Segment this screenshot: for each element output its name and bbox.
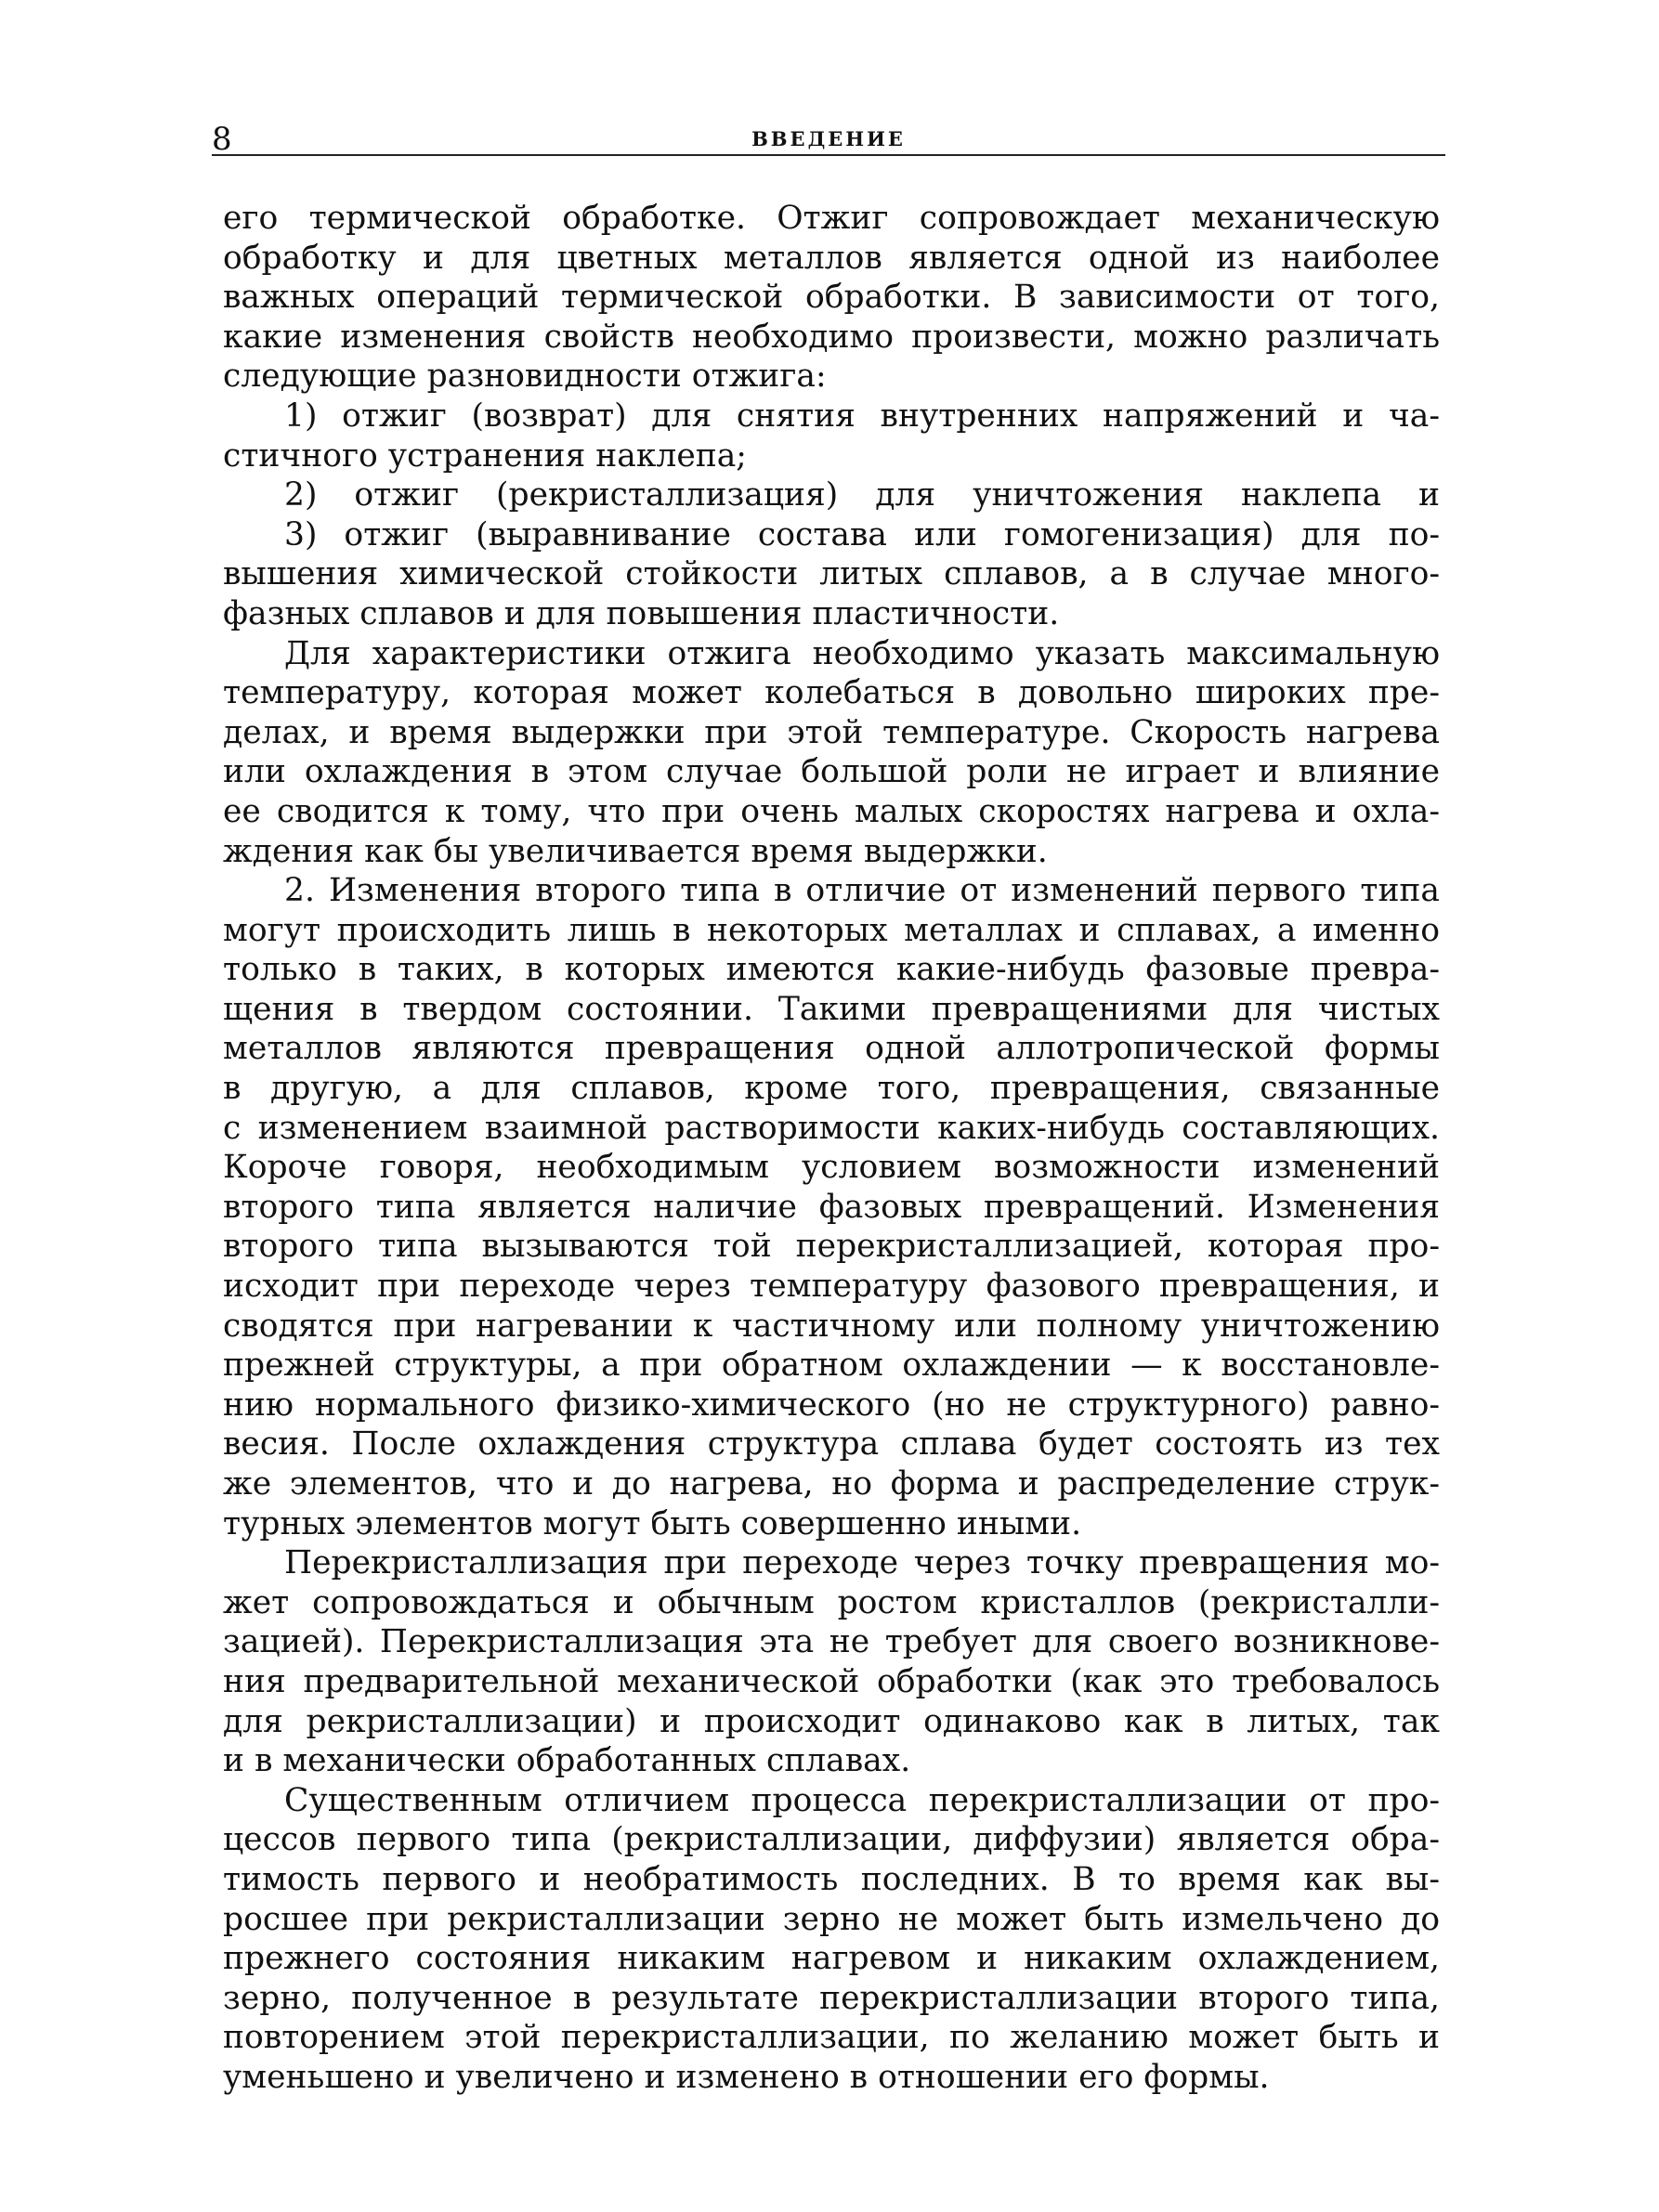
text-line: жет сопровождаться и обычным ростом кристаллов (рекристалли- bbox=[223, 1583, 1440, 1621]
text-line: обработку и для цветных металлов является одной из наиболее bbox=[223, 239, 1440, 277]
text-line: 3) отжиг (выравнивание состава или гомогенизация) для по- bbox=[284, 515, 1440, 553]
text-line: прежнего состояния никаким нагревом и никаким охлаждением, bbox=[223, 1940, 1440, 1978]
text-line: вышения химической стойкости литых сплавов, а в случае много- bbox=[223, 555, 1440, 593]
text-line: уменьшено и увеличено и изменено в отношении его формы. bbox=[223, 2058, 1270, 2096]
text-line: температуру, которая может колебаться в довольно широких пре- bbox=[223, 674, 1440, 712]
text-line: Перекристаллизация при переходе через точку превращения мо- bbox=[284, 1544, 1440, 1582]
text-line: ждения как бы увеличивается время выдержки. bbox=[223, 832, 1048, 870]
body-text bbox=[223, 199, 1440, 2098]
text-line: или охлаждения в этом случае большой роли не играет и влияние bbox=[223, 753, 1440, 791]
text-line: фазных сплавов и для повышения пластичности. bbox=[223, 594, 1060, 632]
text-line: только в таких, в которых имеются какие-нибудь фазовые превра- bbox=[223, 951, 1440, 989]
text-line: весия. После охлаждения структура сплава будет состоять из тех bbox=[223, 1425, 1440, 1464]
text-line: 2. Изменения второго типа в отличие от изменений первого типа bbox=[284, 872, 1440, 910]
text-line: тимость первого и необратимость последних. В то время как вы- bbox=[223, 1860, 1440, 1898]
text-line: для рекристаллизации) и происходит одинаково как в литых, так bbox=[223, 1702, 1440, 1740]
text-line: зерно, полученное в результате перекристаллизации второго типа, bbox=[223, 1979, 1440, 2017]
text-line: Короче говоря, необходимым условием возможности изменений bbox=[223, 1149, 1440, 1187]
text-line: делах, и время выдержки при этой температуре. Скорость нагрева bbox=[223, 713, 1440, 751]
text-line: ее сводится к тому, что при очень малых скоростях нагрева и охла- bbox=[223, 792, 1440, 830]
text-line: в другую, а для сплавов, кроме того, превращения, связанные bbox=[223, 1070, 1440, 1108]
text-line: нию нормального физико-химического (но не структурного) равно- bbox=[223, 1386, 1440, 1424]
text-line: росшее при рекристаллизации зерно не может быть измельчено до bbox=[223, 1900, 1440, 1938]
header-rule bbox=[212, 154, 1445, 156]
text-line: следующие разновидности отжига: bbox=[223, 358, 827, 396]
text-line: Для характеристики отжига необходимо указать максимальную bbox=[284, 634, 1440, 672]
running-title: ВВЕДЕНИЕ bbox=[751, 127, 906, 150]
text-line: второго типа является наличие фазовых превращений. Изменения bbox=[223, 1188, 1440, 1226]
text-line: зацией). Перекристаллизация эта не требует для своего возникнове- bbox=[223, 1623, 1440, 1661]
text-line: ния предварительной механической обработки (как это требовалось bbox=[223, 1662, 1440, 1700]
text-line: 1) отжиг (возврат) для снятия внутренних напряжений и ча- bbox=[284, 397, 1440, 435]
text-line: же элементов, что и до нагрева, но форма и распределение струк- bbox=[223, 1465, 1440, 1503]
text-line: цессов первого типа (рекристаллизации, диффузии) является обра- bbox=[223, 1821, 1440, 1859]
text-line: повторением этой перекристаллизации, по желанию может быть и bbox=[223, 2019, 1440, 2057]
text-line: могут происходить лишь в некоторых металлах и сплавах, а именно bbox=[223, 911, 1440, 949]
text-line: его термической обработке. Отжиг сопровождает механическую bbox=[223, 200, 1440, 237]
text-line: стичного устранения наклепа; bbox=[223, 436, 747, 475]
text-line: с изменением взаимной растворимости каких-нибудь составляющих. bbox=[223, 1109, 1440, 1147]
page-header bbox=[212, 121, 1445, 158]
text-line: щения в твердом состоянии. Такими превращениями для чистых bbox=[223, 990, 1440, 1028]
text-line: и в механически обработанных сплавах. bbox=[223, 1742, 911, 1780]
text-line: металлов являются превращения одной аллотропической формы bbox=[223, 1030, 1440, 1068]
text-line: важных операций термической обработки. В зависимости от того, bbox=[223, 279, 1440, 317]
text-line: турных элементов могут быть совершенно иными. bbox=[223, 1504, 1082, 1542]
text-line: прежней структуры, а при обратном охлаждении — к восстановле- bbox=[223, 1347, 1440, 1385]
text-line: второго типа вызываются той перекристаллизацией, которая про- bbox=[223, 1228, 1440, 1266]
page-number: 8 bbox=[212, 121, 232, 158]
text-line: сводятся при нагревании к частичному или полному уничтожению bbox=[223, 1307, 1440, 1345]
text-line: какие изменения свойств необходимо произвести, можно различать bbox=[223, 318, 1440, 356]
text-line: исходит при переходе через температуру фазового превращения, и bbox=[223, 1268, 1440, 1306]
text-line: 2) отжиг (рекристаллизация) для уничтожения наклепа и bbox=[284, 476, 1440, 514]
text-line: Существенным отличием процесса перекристаллизации от про- bbox=[284, 1781, 1440, 1819]
